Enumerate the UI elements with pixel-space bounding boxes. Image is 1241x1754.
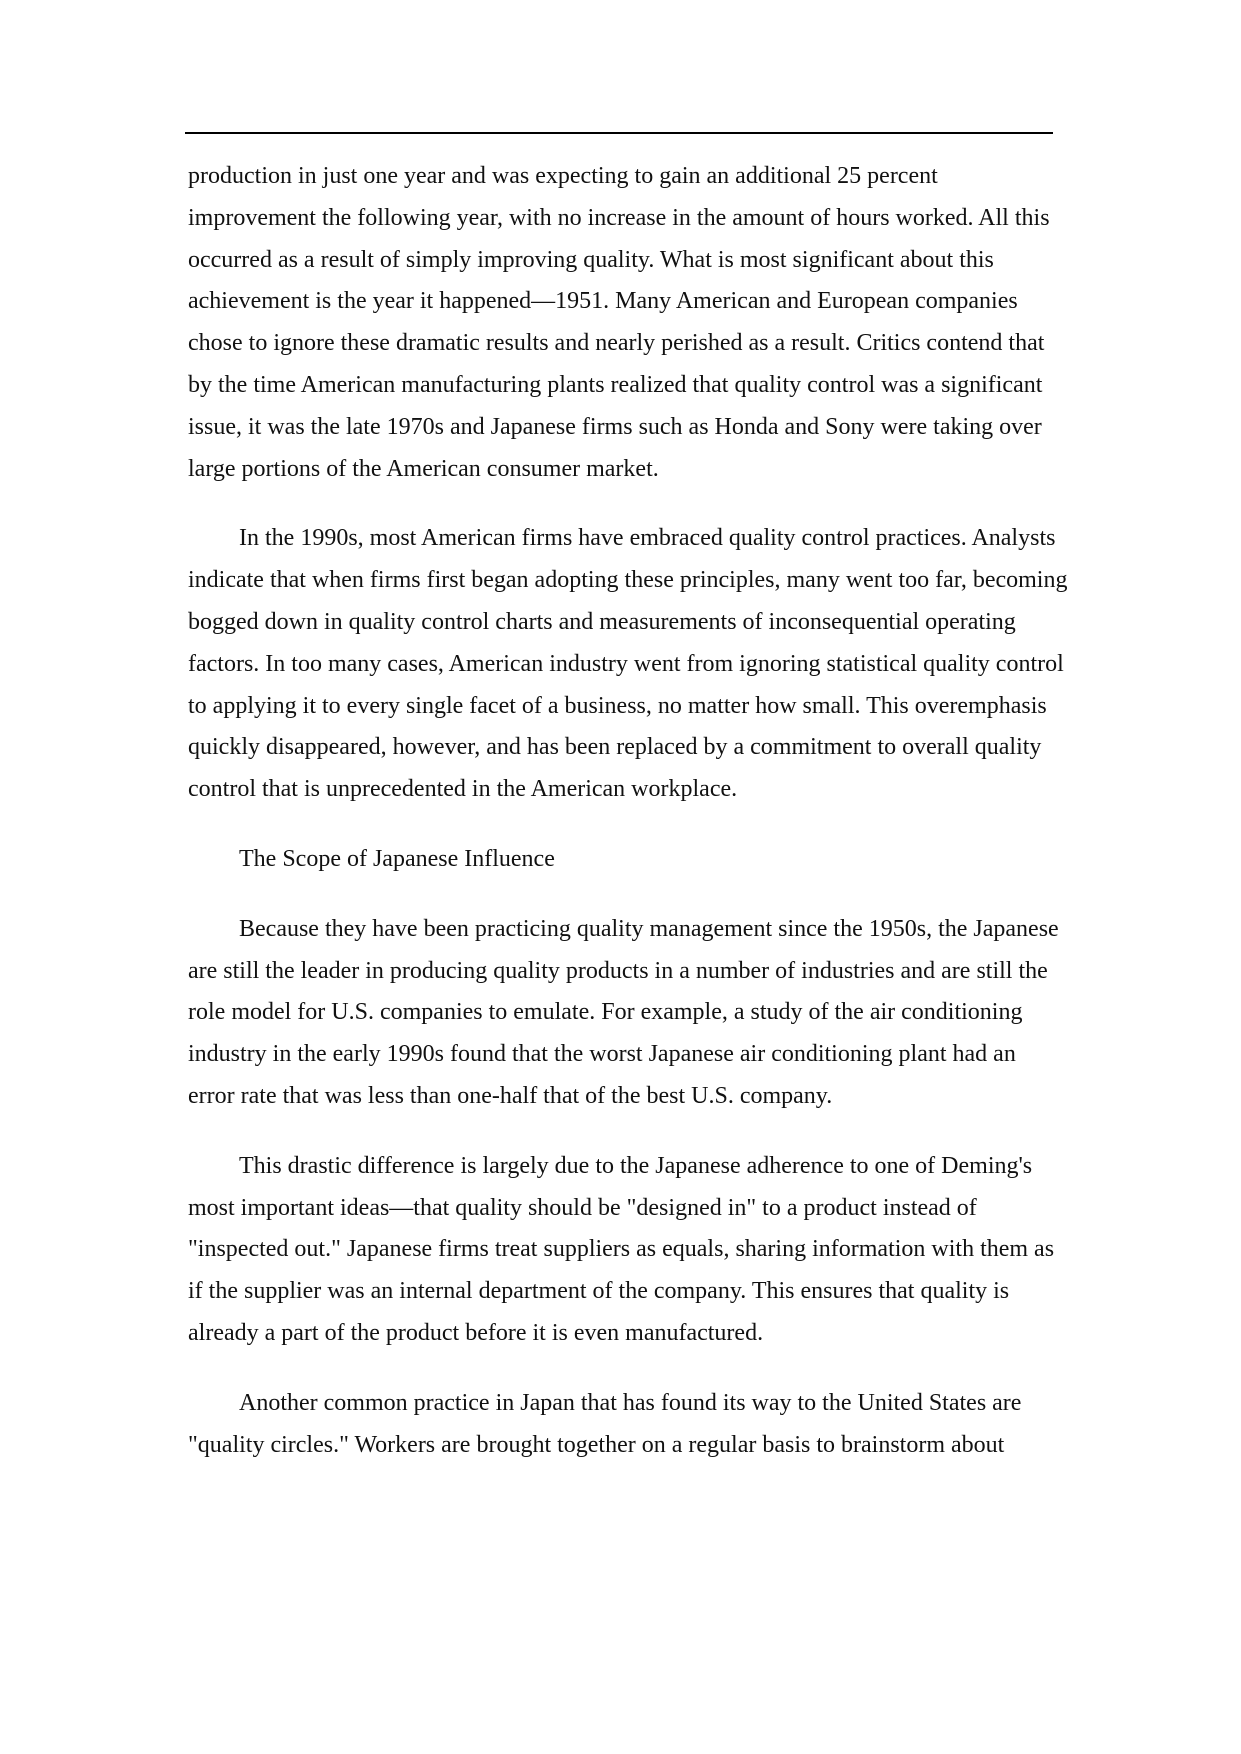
paragraph-continued: production in just one year and was expecting to gain an additional 25 percent improvement the following year, with no increase in the amount of hours worked. All this occurred as a result of simply improving quality. What is most significant about this achievement is the year it happened—1951. Many American and European companies chose to ignore these dramatic results and nearly perished as a result. Critics contend that by the time American manufacturing plants realized that quality control was a significant issue, it was the late 1970s and Japanese firms such as Honda and Sony were taking over large portions of the American consumer market. [188, 163, 1050, 482]
paragraph-quality-circles: Another common practice in Japan that has found its way to the United States are "quality circles." Workers are brought together on a regular basis to brainstorm about [188, 1389, 1022, 1458]
section-heading: The Scope of Japanese Influence [239, 845, 555, 872]
document-body [188, 156, 1068, 1494]
paragraph-quality-practices: In the 1990s, most American firms have embraced quality control practices. Analysts indicate that when firms first began adopting these principles, many went too far, becoming bogged down in quality control charts and measurements of inconsequential operating factors. In too many cases, American industry went from ignoring statistical quality control to applying it to every single facet of a business, no matter how small. This overemphasis quickly disappeared, however, and has been replaced by a commitment to overall quality control that is unprecedented in the American workplace. [188, 525, 1068, 803]
paragraph-deming-ideas: This drastic difference is largely due to the Japanese adherence to one of Deming's most important ideas—that quality should be "designed in" to a product instead of "inspected out." Japanese firms treat suppliers as equals, sharing information with them as if the supplier was an internal department of the company. This ensures that quality is already a part of the product before it is even manufactured. [188, 1152, 1055, 1346]
header-rule [185, 132, 1053, 134]
paragraph-japanese-leadership: Because they have been practicing quality management since the 1950s, the Japanese are still the leader in producing quality products in a number of industries and are still the role model for U.S. companies to emulate. For example, a study of the air conditioning industry in the early 1990s found that the worst Japanese air conditioning plant had an error rate that was less than one-half that of the best U.S. company. [188, 915, 1059, 1109]
